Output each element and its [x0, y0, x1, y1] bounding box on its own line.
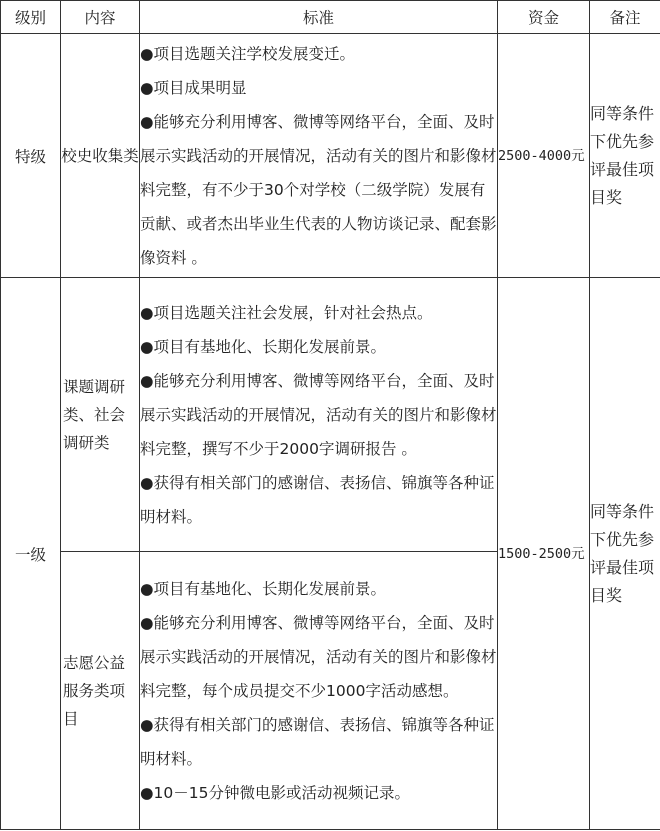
- standard-cell: [140, 278, 498, 552]
- standard-item: ●能够充分利用博客、微博等网络平台，全面、及时展示实践活动的开展情况，活动有关的图片和影像材料完整，有不少于30个对学校（二级学院）发展有贡献、或者杰出毕业生代表的人物访谈记录、配套影像资料 。: [140, 112, 497, 267]
- standard-item: ●项目有基地化、长期化发展前景。: [140, 337, 387, 356]
- standard-item: ●获得有相关部门的感谢信、表扬信、锦旗等各种证明材料。: [140, 715, 495, 768]
- table-row-level1-research: [1, 278, 660, 552]
- standard-item: ●项目选题关注社会发展，针对社会热点。: [140, 303, 433, 322]
- header-row: [1, 1, 660, 34]
- standard-cell: [140, 34, 498, 278]
- standard-cell: [140, 552, 498, 830]
- standard-item: ●项目选题关注学校发展变迁。: [140, 44, 356, 63]
- content-cell: 校史收集类: [61, 34, 140, 278]
- fund-cell: 1500-2500元: [498, 278, 590, 830]
- standard-item: ●10－15分钟微电影或活动视频记录。: [140, 783, 410, 802]
- level-cell: 特级: [1, 34, 61, 278]
- standard-item: ●能够充分利用博客、微博等网络平台，全面、及时展示实践活动的开展情况，活动有关的图片和影像材料完整，撰写不少于2000字调研报告 。: [140, 371, 497, 458]
- standard-item: ●获得有相关部门的感谢信、表扬信、锦旗等各种证明材料。: [140, 473, 495, 526]
- header-content: 内容: [61, 1, 140, 34]
- standard-item: ●项目成果明显: [140, 78, 247, 97]
- header-level: 级别: [1, 1, 61, 34]
- standard-item: ●能够充分利用博客、微博等网络平台，全面、及时展示实践活动的开展情况，活动有关的图片和影像材料完整，每个成员提交不少1000字活动感想。: [140, 613, 497, 700]
- header-standard: 标准: [140, 1, 498, 34]
- content-cell: 志愿公益服务类项目: [61, 552, 140, 830]
- level-cell: 一级: [1, 278, 61, 830]
- note-cell: 同等条件下优先参评最佳项目奖: [590, 34, 660, 278]
- note-cell: 同等条件下优先参评最佳项目奖: [590, 278, 660, 830]
- header-note: 备注: [590, 1, 660, 34]
- header-fund: 资金: [498, 1, 590, 34]
- fund-cell: 2500-4000元: [498, 34, 590, 278]
- standard-item: ●项目有基地化、长期化发展前景。: [140, 579, 387, 598]
- table-row-special: [1, 34, 660, 278]
- content-cell: 课题调研类、社会调研类: [61, 278, 140, 552]
